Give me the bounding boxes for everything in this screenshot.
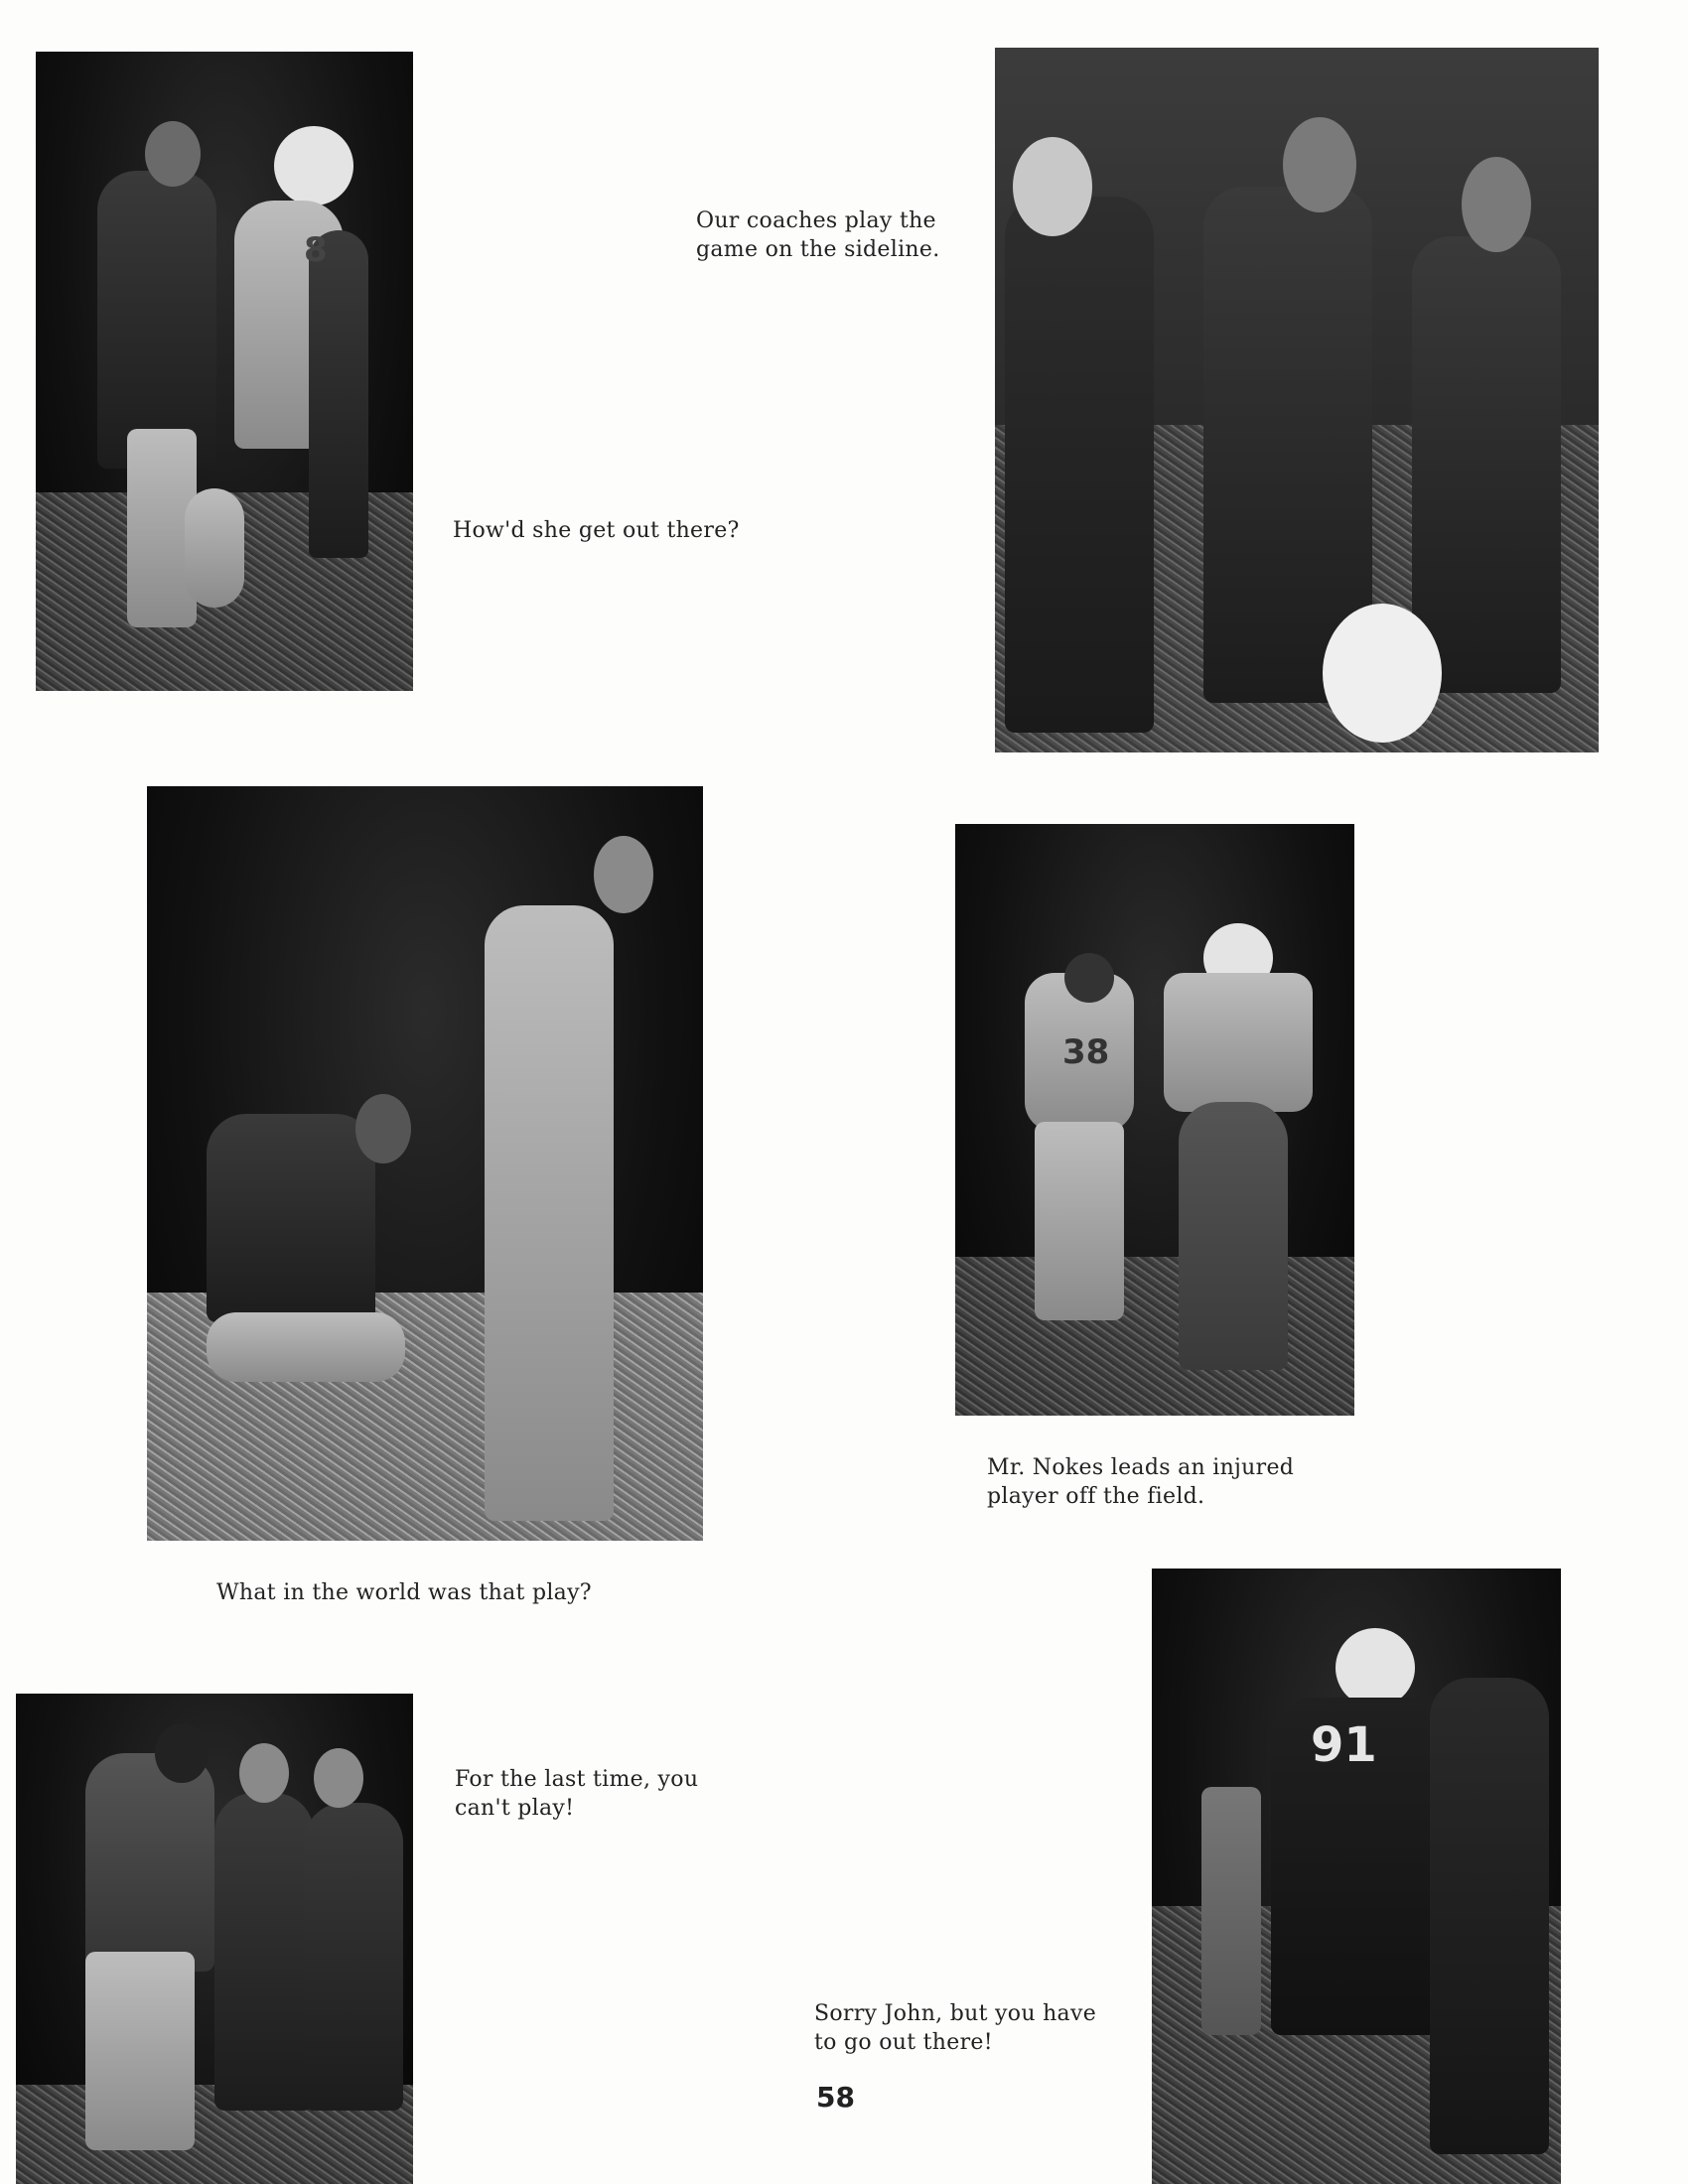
caption-line: Mr. Nokes leads an injured — [987, 1455, 1295, 1480]
caption-what-play — [216, 1578, 592, 1607]
photo-injured-player — [955, 824, 1354, 1416]
caption-line: What in the world was that play? — [216, 1580, 592, 1605]
caption-line: can't play! — [455, 1796, 575, 1821]
photo-kneeling-coach — [147, 786, 703, 1541]
caption-howd-she — [453, 516, 740, 545]
caption-sorry-john — [814, 1999, 1096, 2057]
photo-coaches-huddle — [16, 1694, 413, 2184]
jersey-number-photo6: 91 — [1311, 1717, 1377, 1773]
caption-line: Sorry John, but you have — [814, 2001, 1097, 2026]
caption-line: Our coaches play the — [696, 208, 936, 233]
caption-line: player off the field. — [987, 1484, 1205, 1509]
jersey-number-photo1: 8 — [304, 230, 328, 270]
caption-line: to go out there! — [814, 2030, 993, 2055]
caption-line: game on the sideline. — [696, 237, 940, 262]
caption-last-time — [455, 1765, 698, 1823]
caption-line: For the last time, you — [455, 1767, 699, 1792]
caption-line: How'd she get out there? — [453, 518, 740, 543]
jersey-number-photo4: 38 — [1062, 1032, 1110, 1072]
photo-coaches-sideline — [995, 48, 1599, 752]
photo-coach-with-player — [36, 52, 413, 691]
page-number: 58 — [816, 2081, 855, 2114]
caption-nokes — [987, 1453, 1294, 1511]
photo-player-91 — [1152, 1569, 1561, 2184]
caption-coaches-sideline — [696, 206, 940, 264]
